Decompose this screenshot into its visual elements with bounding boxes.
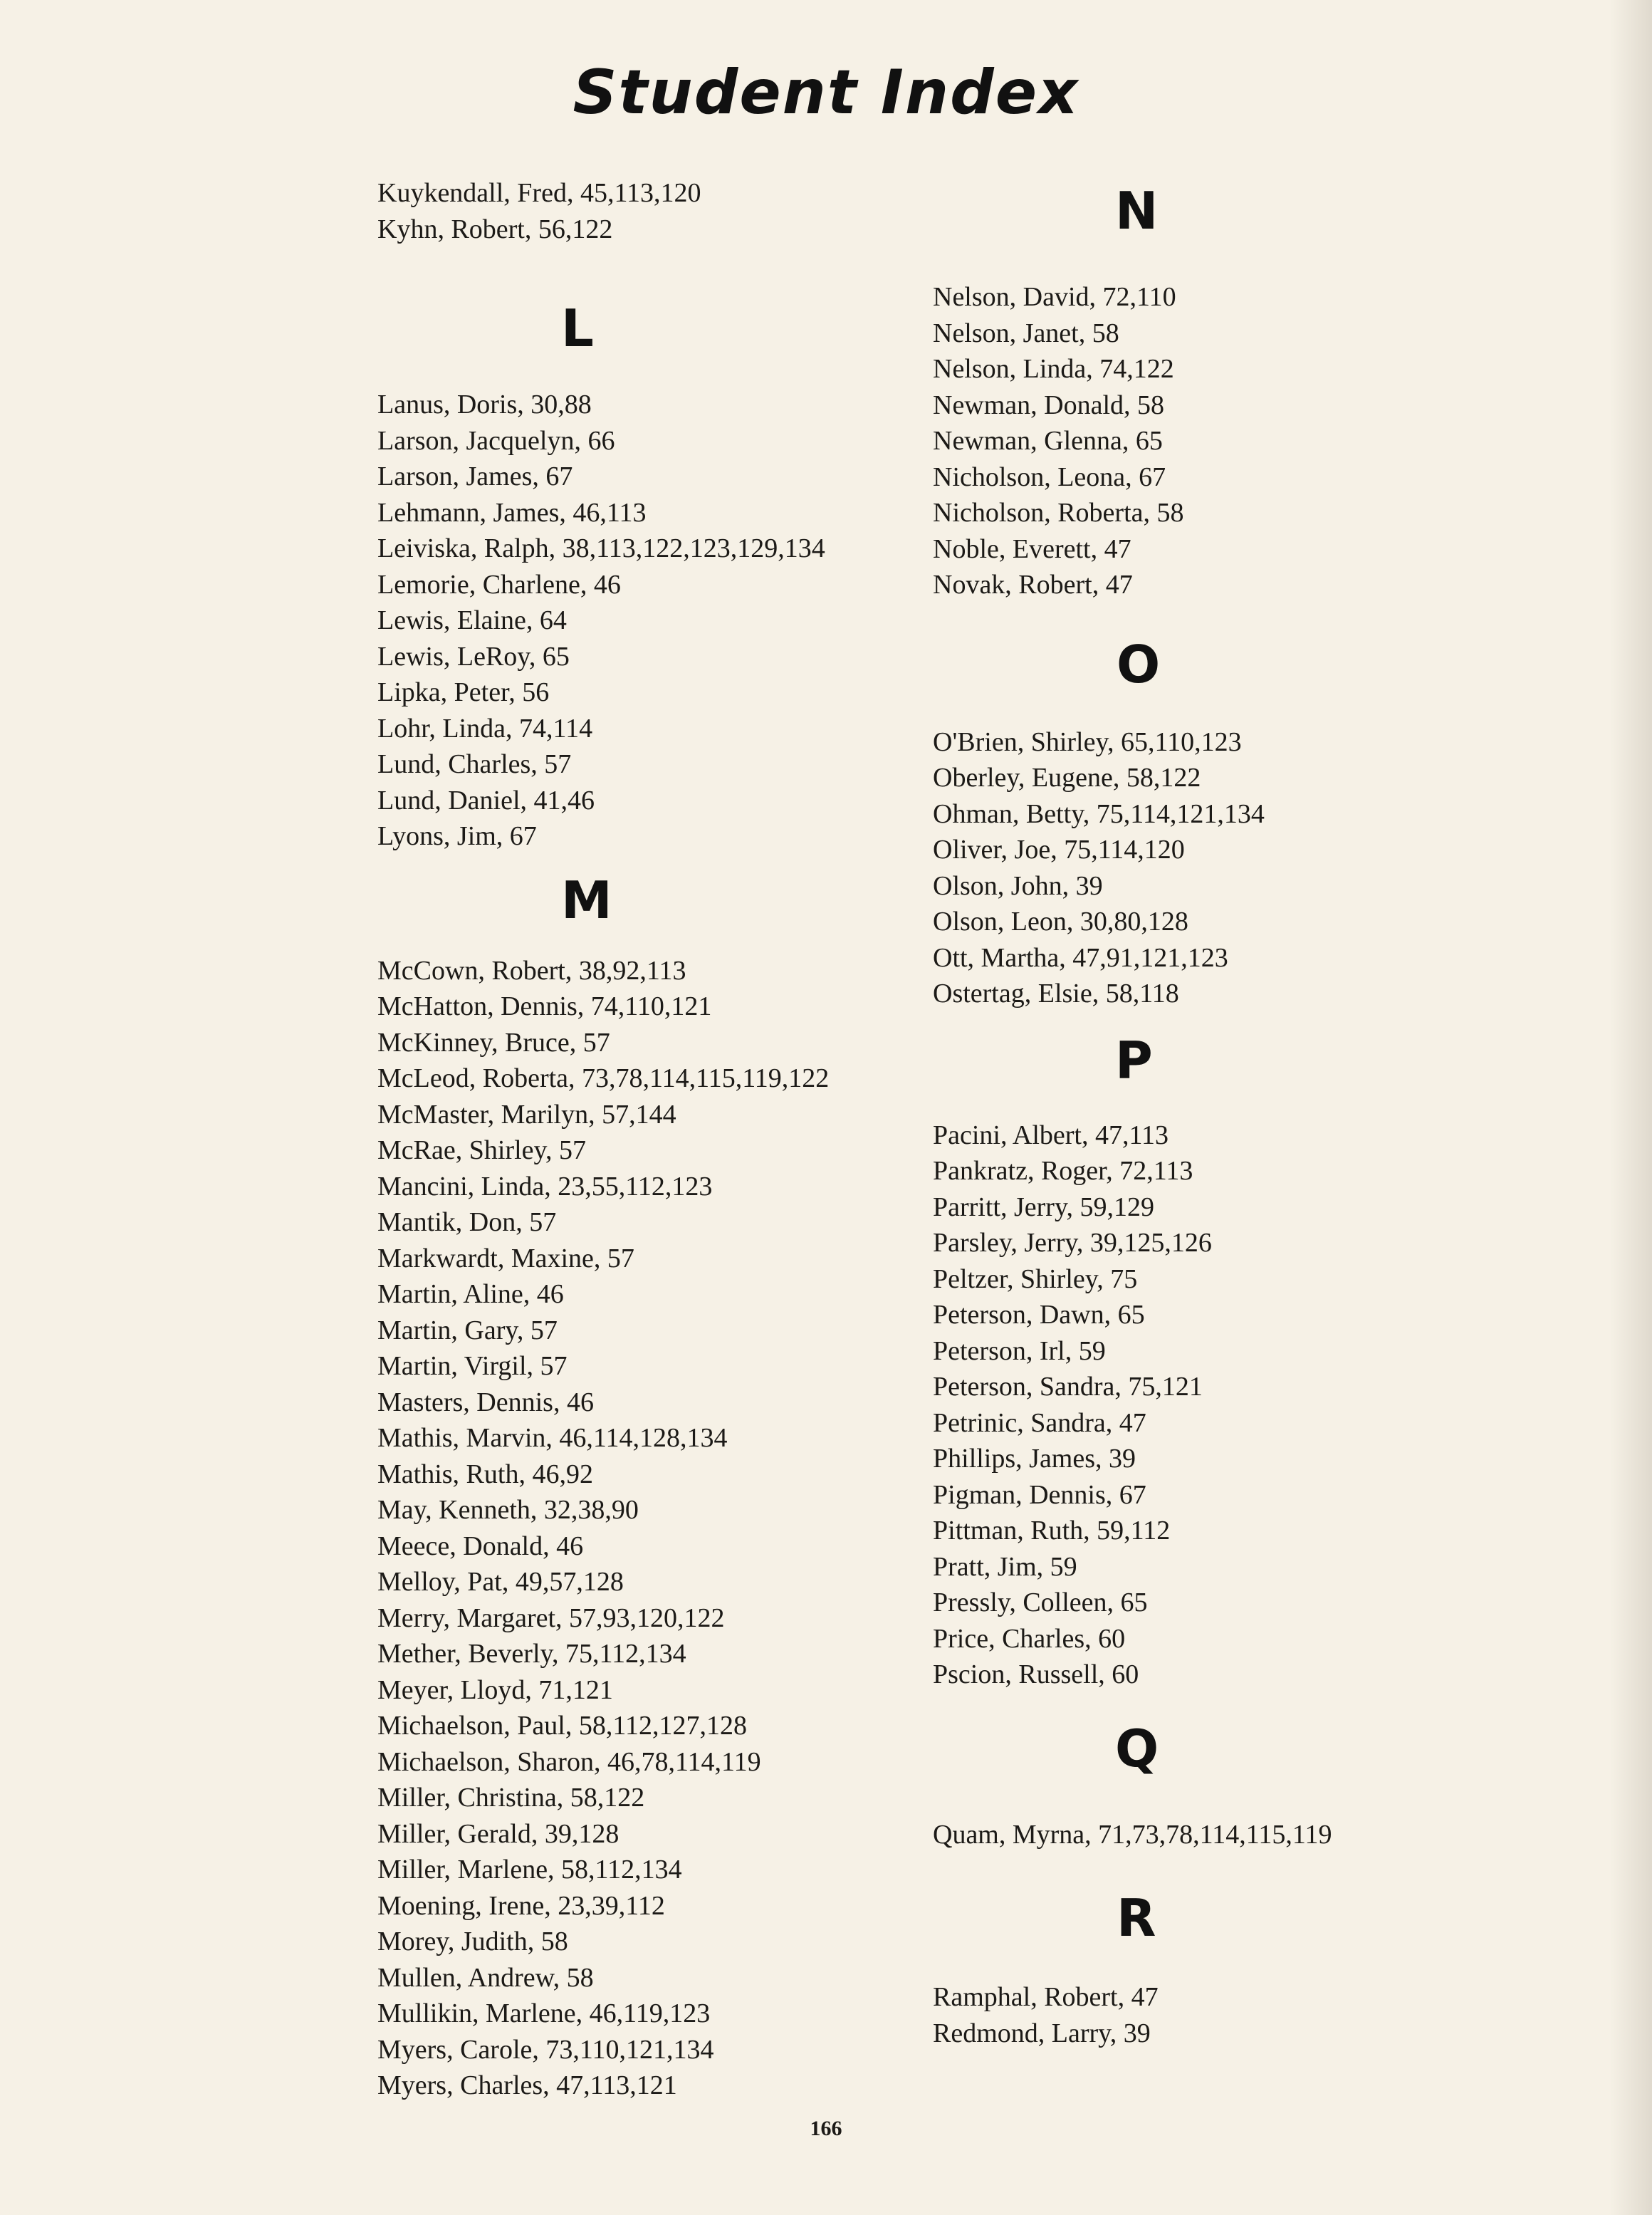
- index-entry: Lemorie, Charlene, 46: [377, 569, 621, 600]
- index-entry: Lewis, Elaine, 64: [377, 605, 567, 635]
- section-letter-o: O: [1117, 634, 1161, 694]
- page-title: Student Index: [573, 57, 1079, 128]
- index-entry: Miller, Christina, 58,122: [377, 1783, 645, 1813]
- index-entry: Melloy, Pat, 49,57,128: [377, 1567, 624, 1597]
- section-q-entries: [933, 1817, 1517, 1853]
- index-entry: Peterson, Irl, 59: [933, 1335, 1106, 1366]
- index-entry: Oliver, Joe, 75,114,120: [933, 835, 1185, 865]
- index-entry: Kuykendall, Fred, 45,113,120: [377, 178, 701, 208]
- section-letter-r: R: [1117, 1888, 1156, 1948]
- index-entry: Parritt, Jerry, 59,129: [933, 1192, 1154, 1222]
- index-entry: Pankratz, Roger, 72,113: [933, 1156, 1193, 1186]
- index-entry: Pressly, Colleen, 65: [933, 1588, 1148, 1617]
- index-entry: Larson, Jacquelyn, 66: [377, 425, 615, 456]
- index-entry: Pittman, Ruth, 59,112: [933, 1516, 1171, 1546]
- index-entry: Nicholson, Roberta, 58: [933, 498, 1184, 528]
- index-entry: Parsley, Jerry, 39,125,126: [933, 1228, 1212, 1258]
- index-entry: Ostertag, Elsie, 58,118: [933, 979, 1179, 1009]
- index-entry: Mantik, Don, 57: [377, 1207, 557, 1237]
- index-entry: Meece, Donald, 46: [377, 1531, 584, 1561]
- index-entry: Mathis, Ruth, 46,92: [377, 1459, 593, 1489]
- index-entry: McCown, Robert, 38,92,113: [377, 955, 686, 986]
- index-entry: Lewis, LeRoy, 65: [377, 641, 570, 672]
- index-entry: Petrinic, Sandra, 47: [933, 1407, 1146, 1438]
- index-entry: Newman, Glenna, 65: [933, 426, 1163, 456]
- section-letter-l: L: [561, 298, 594, 358]
- index-entry: Mathis, Marvin, 46,114,128,134: [377, 1423, 728, 1453]
- index-entry: Peltzer, Shirley, 75: [933, 1263, 1138, 1294]
- index-entry: Miller, Gerald, 39,128: [377, 1818, 620, 1849]
- index-entry: Olson, John, 39: [933, 870, 1103, 901]
- index-entry: McRae, Shirley, 57: [377, 1135, 587, 1165]
- index-entry: McMaster, Marilyn, 57,144: [377, 1099, 676, 1130]
- index-entry: Peterson, Dawn, 65: [933, 1300, 1145, 1330]
- index-entry: Mullikin, Marlene, 46,119,123: [377, 1998, 711, 2028]
- index-entry: Phillips, James, 39: [933, 1444, 1136, 1474]
- index-entry: Markwardt, Maxine, 57: [377, 1243, 634, 1273]
- index-entry: McKinney, Bruce, 57: [377, 1027, 610, 1058]
- index-entry: Lohr, Linda, 74,114: [377, 713, 593, 744]
- index-entry: Mether, Beverly, 75,112,134: [377, 1639, 686, 1669]
- section-k-entries: [377, 175, 961, 247]
- index-entry: Ohman, Betty, 75,114,121,134: [933, 798, 1265, 829]
- section-l-entries: [377, 387, 961, 855]
- index-entry: Martin, Gary, 57: [377, 1315, 558, 1345]
- index-entry: Pigman, Dennis, 67: [933, 1479, 1146, 1510]
- section-letter-p: P: [1115, 1030, 1153, 1090]
- section-p-entries: [933, 1117, 1517, 1693]
- index-entry: Myers, Charles, 47,113,121: [377, 2070, 677, 2100]
- index-entry: Redmond, Larry, 39: [933, 2018, 1151, 2048]
- index-entry: Peterson, Sandra, 75,121: [933, 1372, 1203, 1402]
- index-entry: Ramphal, Robert, 47: [933, 1982, 1159, 2012]
- index-entry: Lehmann, James, 46,113: [377, 497, 647, 528]
- index-entry: Martin, Virgil, 57: [377, 1351, 568, 1381]
- index-entry: Michaelson, Sharon, 46,78,114,119: [377, 1746, 761, 1777]
- index-entry: Myers, Carole, 73,110,121,134: [377, 2034, 714, 2065]
- index-entry: O'Brien, Shirley, 65,110,123: [933, 726, 1242, 757]
- index-entry: Lund, Daniel, 41,46: [377, 785, 595, 815]
- index-entry: Oberley, Eugene, 58,122: [933, 763, 1201, 793]
- index-entry: Lipka, Peter, 56: [377, 677, 550, 707]
- index-entry: Merry, Margaret, 57,93,120,122: [377, 1602, 725, 1633]
- index-entry: Mullen, Andrew, 58: [377, 1962, 594, 1993]
- index-entry: McHatton, Dennis, 74,110,121: [377, 991, 712, 1021]
- index-entry: Price, Charles, 60: [933, 1623, 1126, 1654]
- index-entry: Ott, Martha, 47,91,121,123: [933, 942, 1228, 973]
- index-entry: Leiviska, Ralph, 38,113,122,123,129,134: [377, 533, 825, 563]
- index-entry: Lanus, Doris, 30,88: [377, 390, 592, 419]
- page-edge-shadow: [1609, 0, 1652, 2215]
- index-entry: Kyhn, Robert, 56,122: [377, 214, 613, 244]
- index-entry: Martin, Aline, 46: [377, 1279, 564, 1309]
- section-o-entries: [933, 724, 1517, 1012]
- index-entry: Quam, Myrna, 71,73,78,114,115,119: [933, 1819, 1332, 1850]
- index-entry: May, Kenneth, 32,38,90: [377, 1495, 639, 1525]
- index-entry: Lyons, Jim, 67: [377, 821, 537, 851]
- index-entry: McLeod, Roberta, 73,78,114,115,119,122: [377, 1063, 830, 1093]
- index-entry: Masters, Dennis, 46: [377, 1387, 594, 1417]
- index-entry: Nicholson, Leona, 67: [933, 462, 1166, 492]
- section-r-entries: [933, 1979, 1517, 2051]
- index-entry: Nelson, David, 72,110: [933, 282, 1176, 312]
- index-column-right: [933, 175, 1517, 2051]
- section-letter-q: Q: [1115, 1718, 1159, 1778]
- index-entry: Moening, Irene, 23,39,112: [377, 1890, 665, 1921]
- index-entry: Olson, Leon, 30,80,128: [933, 907, 1188, 937]
- index-entry: Morey, Judith, 58: [377, 1927, 568, 1956]
- section-letter-m: M: [561, 870, 612, 930]
- index-entry: Mancini, Linda, 23,55,112,123: [377, 1171, 713, 1202]
- index-column-left: [377, 175, 961, 2104]
- index-entry: Nelson, Janet, 58: [933, 318, 1119, 348]
- index-entry: Larson, James, 67: [377, 462, 573, 491]
- index-entry: Noble, Everett, 47: [933, 533, 1131, 564]
- index-entry: Lund, Charles, 57: [377, 749, 572, 779]
- page-number: 166: [810, 2117, 842, 2140]
- index-entry: Miller, Marlene, 58,112,134: [377, 1855, 682, 1885]
- section-m-entries: [377, 953, 961, 2104]
- index-entry: Michaelson, Paul, 58,112,127,128: [377, 1711, 747, 1741]
- index-entry: Novak, Robert, 47: [933, 570, 1133, 600]
- section-letter-n: N: [1115, 181, 1159, 241]
- section-n-entries: [933, 279, 1517, 603]
- index-entry: Nelson, Linda, 74,122: [933, 354, 1174, 384]
- index-entry: Newman, Donald, 58: [933, 390, 1165, 420]
- index-entry: Meyer, Lloyd, 71,121: [377, 1674, 613, 1705]
- index-entry: Pscion, Russell, 60: [933, 1659, 1139, 1689]
- index-entry: Pratt, Jim, 59: [933, 1551, 1077, 1582]
- index-entry: Pacini, Albert, 47,113: [933, 1120, 1169, 1150]
